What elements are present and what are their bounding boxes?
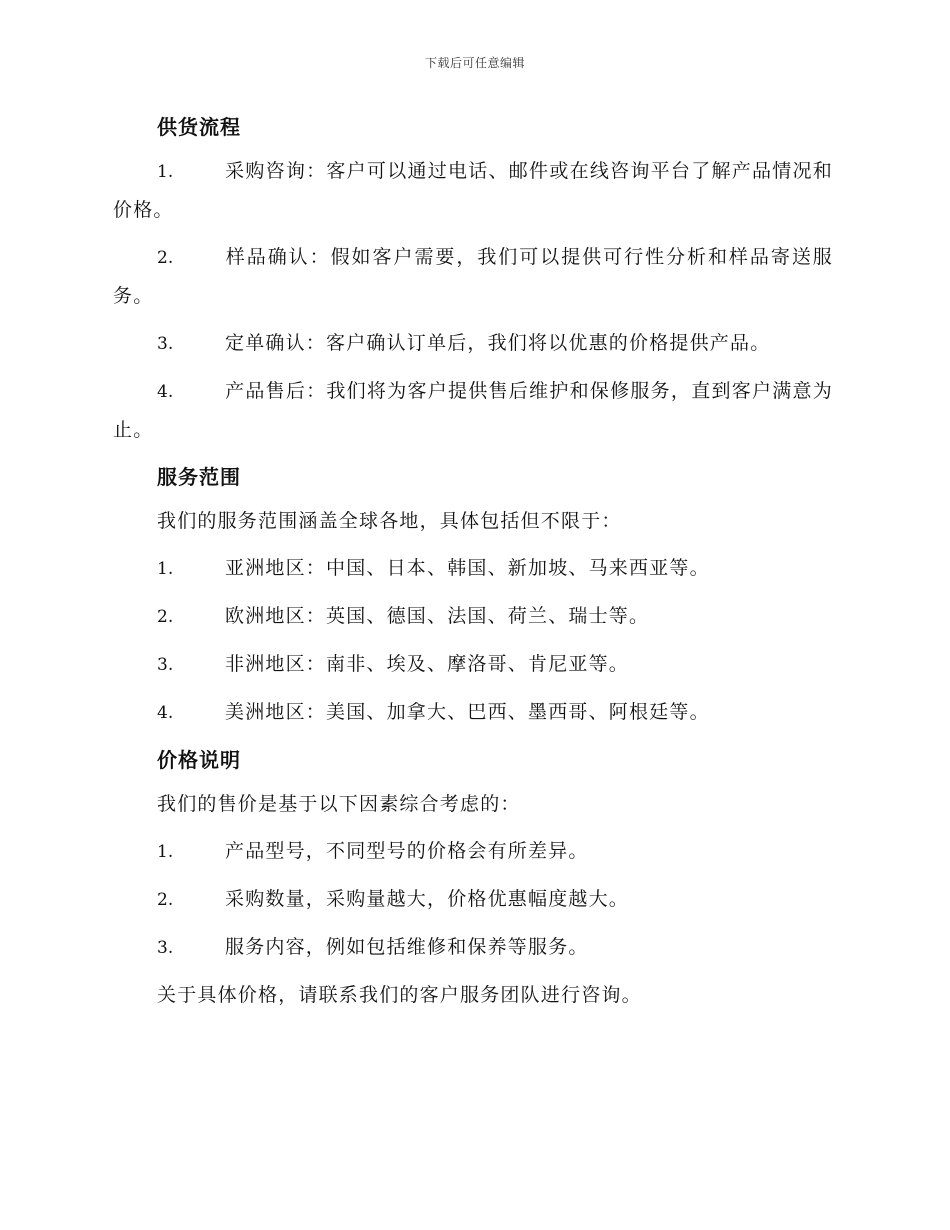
list-item <box>113 372 833 449</box>
page-header-note: 下载后可任意编辑 <box>424 56 525 70</box>
section-title-supply: 供货流程 <box>157 115 241 139</box>
list-item <box>113 693 833 732</box>
list-item-text: 服务内容，例如包括维修和保养等服务。 <box>225 936 589 958</box>
list-item-text: 采购数量，采购量越大，价格优惠幅度越大。 <box>225 888 630 910</box>
list-item-number: 2. <box>157 607 174 627</box>
list-item <box>113 152 833 229</box>
list-item-number: 4. <box>157 382 174 402</box>
list-item <box>113 597 833 636</box>
list-item <box>113 832 833 871</box>
list-item-text: 亚洲地区：中国、日本、韩国、新加坡、马来西亚等。 <box>225 557 710 579</box>
list-item-text: 样品确认：假如客户需要，我们可以提供可行性分析和样品寄送服务。 <box>113 246 833 307</box>
list-item-text: 采购咨询：客户可以通过电话、邮件或在线咨询平台了解产品情况和价格。 <box>113 160 833 221</box>
section-closing-price: 关于具体价格，请联系我们的客户服务团队进行咨询。 <box>157 984 642 1006</box>
list-item-text: 产品型号，不同型号的价格会有所差异。 <box>225 840 589 862</box>
list-item-text: 产品售后：我们将为客户提供售后维护和保修服务，直到客户满意为止。 <box>113 380 833 441</box>
list-item <box>113 324 833 363</box>
list-item-text: 非洲地区：南非、埃及、摩洛哥、肯尼亚等。 <box>225 653 630 675</box>
list-item <box>113 238 833 315</box>
section-intro-service: 我们的服务范围涵盖全球各地，具体包括但不限于： <box>157 510 622 532</box>
section-intro-price: 我们的售价是基于以下因素综合考虑的： <box>157 793 521 815</box>
list-item-number: 2. <box>157 890 174 910</box>
section-title-price: 价格说明 <box>157 748 241 772</box>
list-item-number: 3. <box>157 655 174 675</box>
list-item <box>113 645 833 684</box>
list-item-number: 1. <box>157 842 174 862</box>
list-item-text: 欧洲地区：英国、德国、法国、荷兰、瑞士等。 <box>225 605 650 627</box>
list-item-number: 1. <box>157 559 174 579</box>
list-item-number: 1. <box>157 162 174 182</box>
list-item-number: 3. <box>157 938 174 958</box>
list-item-number: 2. <box>157 248 174 268</box>
document-body <box>113 108 833 1023</box>
list-item <box>113 928 833 967</box>
section-title-service: 服务范围 <box>157 465 241 489</box>
list-item-text: 定单确认：客户确认订单后，我们将以优惠的价格提供产品。 <box>225 332 771 354</box>
list-item <box>113 549 833 588</box>
list-item-text: 美洲地区：美国、加拿大、巴西、墨西哥、阿根廷等。 <box>225 701 710 723</box>
list-item-number: 3. <box>157 334 174 354</box>
list-item <box>113 880 833 919</box>
list-item-number: 4. <box>157 703 174 723</box>
